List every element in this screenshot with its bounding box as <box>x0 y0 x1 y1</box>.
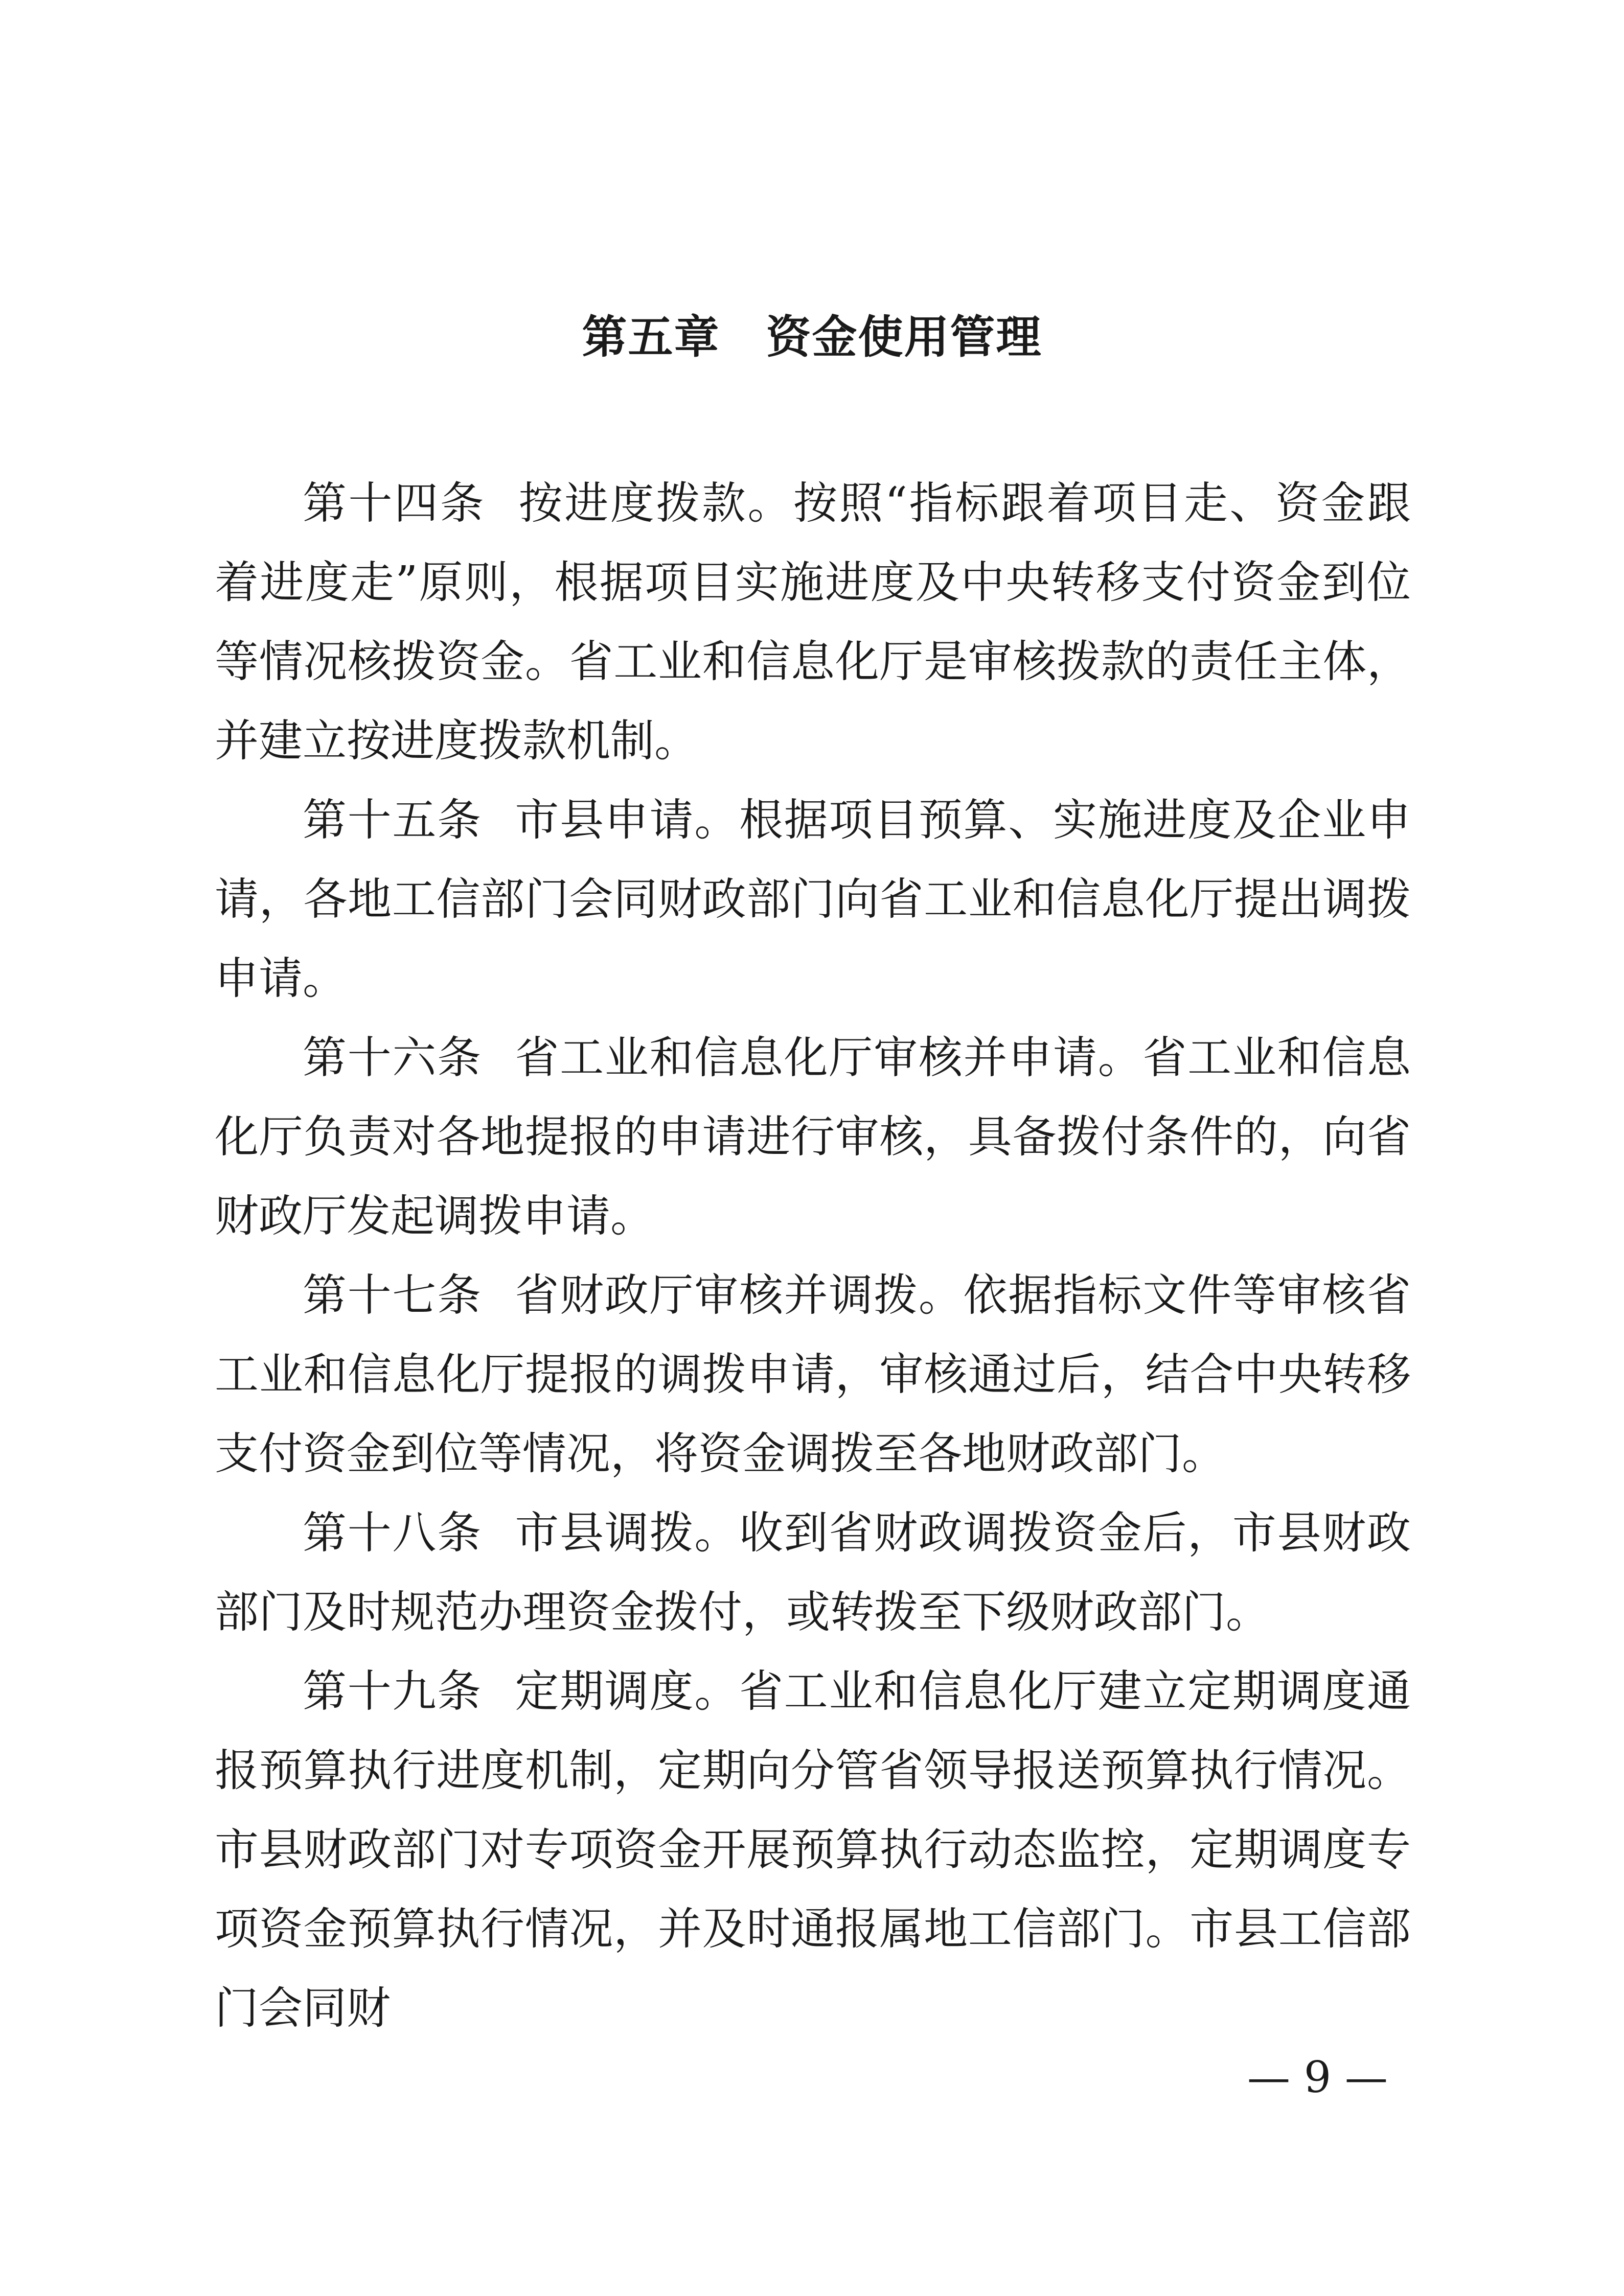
article-16 <box>215 1018 1411 1256</box>
article-number: 第十四条 <box>303 478 486 529</box>
article-text: 按进度拨款。按照“指标跟着项目走、资金跟着进度走”原则，根据项目实施进度及中央转移支付资金到位等情况核拨资金。省工业和信息化厅是审核拨款的责任主体，并建立按进度拨款机制。 <box>215 478 1411 767</box>
article-text: 省财政厅审核并调拨。依据指标文件等审核省工业和信息化厅提报的调拨申请，审核通过后，结合中央转移支付资金到位等情况，将资金调拨至各地财政部门。 <box>215 1270 1411 1479</box>
article-14 <box>215 464 1411 781</box>
article-number: 第十七条 <box>303 1270 482 1321</box>
article-15 <box>215 781 1411 1018</box>
article-text: 省工业和信息化厅审核并申请。省工业和信息化厅负责对各地提报的申请进行审核，具备拨付条件的，向省财政厅发起调拨申请。 <box>215 1032 1411 1242</box>
article-number: 第十九条 <box>303 1666 482 1717</box>
article-number: 第十八条 <box>303 1508 482 1559</box>
page-number: — 9 — <box>1247 2052 1388 2102</box>
article-19 <box>215 1652 1411 2048</box>
article-number: 第十六条 <box>303 1032 482 1083</box>
article-18 <box>215 1494 1411 1652</box>
article-number: 第十五条 <box>303 795 482 846</box>
article-text: 市县申请。根据项目预算、实施进度及企业申请，各地工信部门会同财政部门向省工业和信息化厅提出调拨申请。 <box>215 795 1411 1004</box>
chapter-title: 第五章 资金使用管理 <box>582 311 1042 363</box>
article-17 <box>215 1256 1411 1494</box>
article-text: 定期调度。省工业和信息化厅建立定期调度通报预算执行进度机制，定期向分管省领导报送预算执行情况。市县财政部门对专项资金开展预算执行动态监控，定期调度专项资金预算执行情况，并及时通报属地工信部门。市县工信部门会同财 <box>215 1666 1411 2034</box>
article-text: 市县调拨。收到省财政调拨资金后，市县财政部门及时规范办理资金拨付，或转拨至下级财政部门。 <box>215 1508 1411 1638</box>
article-list <box>215 464 1411 2048</box>
